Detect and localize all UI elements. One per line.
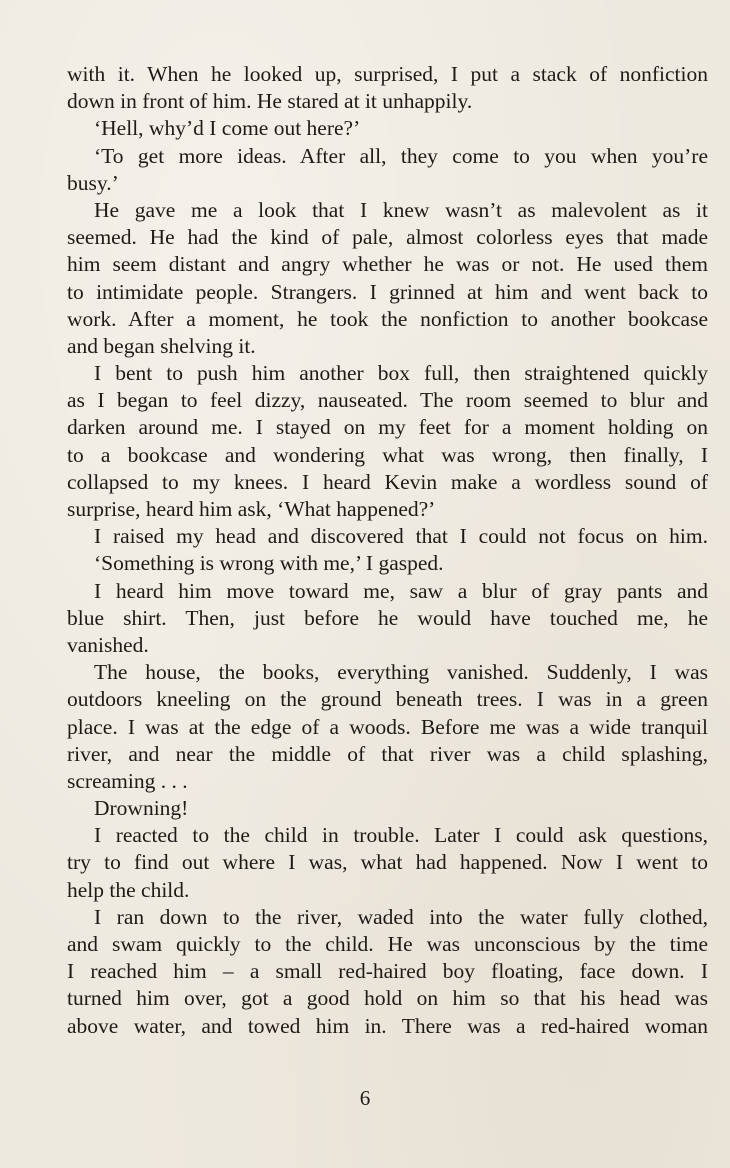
text-line: I heard him move toward me, saw a blur of gray pants and <box>94 578 708 603</box>
text-line: ‘To get more ideas. After all, they come to you when you’re <box>94 143 708 168</box>
text-line: help the child. <box>67 877 190 902</box>
text-line: I reacted to the child in trouble. Later I could ask questions, <box>94 823 708 848</box>
text-line: busy.’ <box>67 170 119 195</box>
text-line: as I began to feel dizzy, nauseated. The room seemed to blur and <box>67 388 708 413</box>
text-line: collapsed to my knees. I heard Kevin make a wordless sound of <box>67 469 708 494</box>
text-line: blue shirt. Then, just before he would have touched me, he <box>67 605 708 630</box>
text-line: darken around me. I stayed on my feet for a moment holding on <box>67 415 708 440</box>
text-line: The house, the books, everything vanished. Suddenly, I was <box>94 660 708 685</box>
text-line: river, and near the middle of that river was a child splashing, <box>67 741 708 766</box>
text-line: try to find out where I was, what had happened. Now I went to <box>67 850 708 875</box>
text-line: Drowning! <box>94 796 189 821</box>
text-line: and swam quickly to the child. He was unconscious by the time <box>67 932 708 956</box>
text-line: above water, and towed him in. There was a red-haired woman <box>67 1013 708 1038</box>
text-line: seemed. He had the kind of pale, almost colorless eyes that made <box>67 225 708 250</box>
text-line: He gave me a look that I knew wasn’t as malevolent as it <box>94 197 708 222</box>
text-line: place. I was at the edge of a woods. Before me was a wide tranquil <box>67 714 708 739</box>
text-line: vanished. <box>67 632 149 657</box>
text-line: ‘Hell, why’d I come out here?’ <box>94 116 361 141</box>
text-line: I bent to push him another box full, then straightened quickly <box>94 361 708 386</box>
text-line: I ran down to the river, waded into the water fully clothed, <box>94 904 708 929</box>
text-line: I reached him – a small red-haired boy floating, face down. I <box>67 959 708 984</box>
text-line: outdoors kneeling on the ground beneath trees. I was in a green <box>67 687 708 712</box>
page-text <box>67 61 708 1040</box>
text-line: screaming . . . <box>67 768 188 793</box>
text-line: him seem distant and angry whether he was or not. He used them <box>67 252 708 277</box>
text-line: ‘Something is wrong with me,’ I gasped. <box>94 551 444 576</box>
text-line: turned him over, got a good hold on him so that his head was <box>67 986 708 1011</box>
page-number: 6 <box>359 1086 371 1110</box>
text-line: surprise, heard him ask, ‘What happened?’ <box>67 497 436 521</box>
text-line: work. After a moment, he took the nonfiction to another bookcase <box>67 306 708 331</box>
text-line: with it. When he looked up, surprised, I put a stack of nonfiction <box>67 62 708 86</box>
text-line: to intimidate people. Strangers. I grinned at him and went back to <box>67 279 708 304</box>
text-line: to a bookcase and wondering what was wrong, then finally, I <box>67 442 708 467</box>
text-line: I raised my head and discovered that I could not focus on him. <box>94 524 708 549</box>
text-line: and began shelving it. <box>67 333 256 358</box>
text-line: down in front of him. He stared at it unhappily. <box>67 89 473 114</box>
